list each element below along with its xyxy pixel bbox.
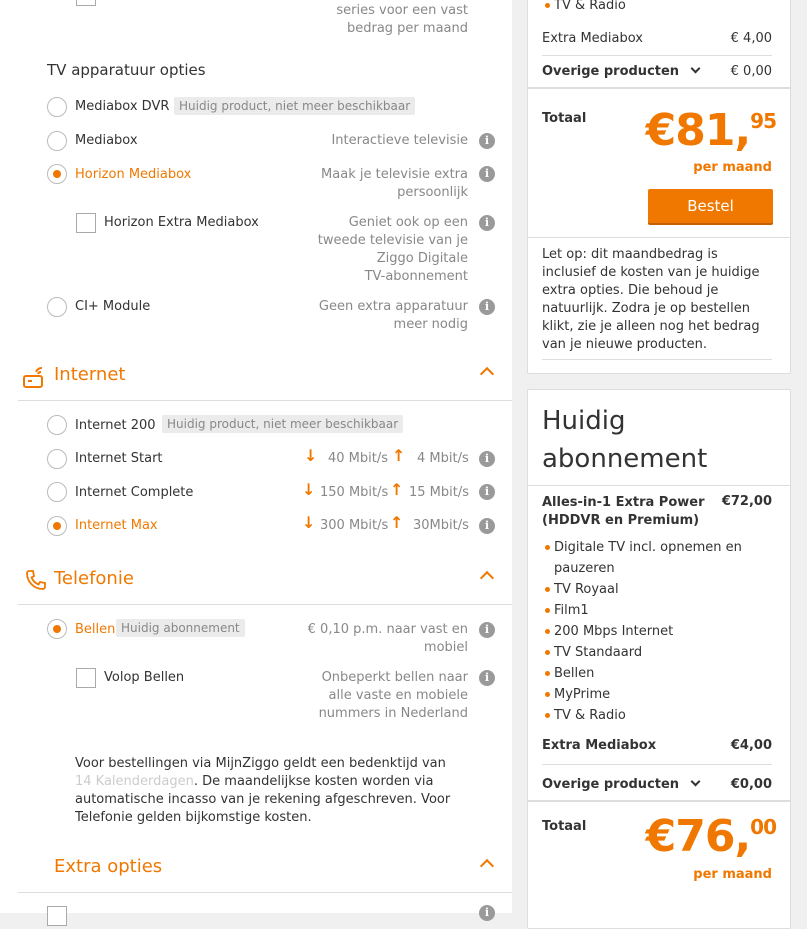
info-icon[interactable]: i bbox=[479, 451, 495, 467]
arrow-down-icon: ↓ bbox=[304, 446, 318, 465]
download-speed: 300 Mbit/s bbox=[320, 518, 389, 533]
price-cents: 95 bbox=[750, 109, 776, 133]
order-button[interactable]: Bestel bbox=[648, 189, 773, 223]
radio-internet-complete[interactable] bbox=[47, 482, 67, 502]
chevron-down-icon bbox=[690, 777, 700, 787]
chevron-down-icon bbox=[690, 64, 700, 74]
option-desc-mediabox: Interactieve televisie bbox=[331, 133, 468, 148]
order-terms-note bbox=[75, 755, 455, 827]
divider bbox=[528, 485, 790, 486]
option-label-internet-200: Internet 200 bbox=[75, 418, 156, 433]
radio-horizon-mediabox[interactable] bbox=[47, 164, 67, 184]
subscription-item: 200 Mbps Internet bbox=[542, 621, 772, 642]
divider bbox=[542, 359, 772, 360]
option-desc-ci-module bbox=[319, 298, 468, 334]
price-cents: 00 bbox=[750, 815, 776, 839]
info-icon[interactable]: i bbox=[479, 299, 495, 315]
subscription-item: Bellen bbox=[542, 663, 772, 684]
desc-line: Onbeperkt bellen naar bbox=[321, 670, 468, 685]
desc-line: bedrag per maand bbox=[346, 21, 468, 36]
info-icon[interactable]: i bbox=[479, 166, 495, 182]
desc-line: € 0,10 p.m. naar vast en bbox=[307, 622, 468, 637]
divider bbox=[18, 400, 512, 401]
overige-label: Overige producten bbox=[542, 777, 680, 792]
option-label-internet-max: Internet Max bbox=[75, 518, 158, 533]
package-name bbox=[542, 494, 705, 530]
info-icon[interactable]: i bbox=[479, 670, 495, 686]
tv-equipment-heading: TV apparatuur opties bbox=[47, 61, 206, 79]
chevron-up-icon[interactable] bbox=[480, 367, 494, 381]
option-label-horizon-extra-mediabox: Horizon Extra Mediabox bbox=[104, 215, 259, 230]
package-line: Alles-in-1 Extra Power bbox=[542, 495, 705, 510]
radio-ci-module[interactable] bbox=[47, 297, 67, 317]
desc-line: Geen extra apparatuur bbox=[318, 299, 468, 314]
tv-option-checkbox-top[interactable] bbox=[76, 0, 96, 6]
subscription-items-list bbox=[542, 537, 772, 726]
upload-speed: 15 Mbit/s bbox=[409, 485, 470, 500]
internet-section-title: Internet bbox=[54, 364, 126, 385]
radio-internet-200[interactable] bbox=[47, 415, 67, 435]
divider bbox=[542, 764, 772, 765]
package-line: (HDDVR en Premium) bbox=[542, 513, 700, 528]
option-desc-bellen bbox=[308, 621, 468, 657]
desc-line: series voor een vast bbox=[336, 3, 468, 18]
info-icon[interactable]: i bbox=[479, 905, 495, 921]
current-subscription-title bbox=[542, 402, 707, 478]
subscription-item: TV Standaard bbox=[542, 642, 772, 663]
desc-line: tweede televisie van je bbox=[317, 233, 468, 248]
option-label-mediabox: Mediabox bbox=[75, 133, 138, 148]
download-speed: 40 Mbit/s bbox=[328, 451, 389, 466]
top-option-desc bbox=[336, 2, 468, 38]
overige-label: Overige producten bbox=[542, 64, 680, 79]
subscription-item: TV & Radio bbox=[542, 705, 772, 726]
desc-line: meer nodig bbox=[393, 317, 468, 332]
radio-mediabox-dvr[interactable] bbox=[47, 97, 67, 117]
title-line: Huidig bbox=[542, 406, 626, 436]
chevron-up-icon[interactable] bbox=[480, 859, 494, 873]
total-label: Totaal bbox=[542, 819, 587, 834]
per-month-label: per maand bbox=[693, 867, 772, 882]
cart-note: Let op: dit maandbedrag is inclusief de kosten van je huidige extra opties. Die behoud je natuurlijk. Zodra je op bestellen klikt, zie je alleen nog het bedrag van je nieuwe producten. bbox=[542, 247, 760, 352]
overige-producten-toggle[interactable] bbox=[542, 777, 699, 792]
radio-bellen[interactable] bbox=[47, 619, 67, 639]
arrow-down-icon: ↓ bbox=[302, 480, 316, 499]
arrow-up-icon: ↑ bbox=[390, 513, 404, 532]
desc-line: alle vaste en mobiele bbox=[328, 688, 468, 703]
option-label-ci-module: CI+ Module bbox=[75, 299, 151, 314]
checkbox-volop-bellen[interactable] bbox=[76, 668, 96, 688]
per-month-label: per maand bbox=[693, 160, 772, 175]
divider bbox=[528, 237, 790, 238]
package-price: €72,00 bbox=[721, 494, 772, 509]
current-subscription-badge: Huidig abonnement bbox=[116, 619, 245, 637]
option-label-volop-bellen: Volop Bellen bbox=[104, 670, 185, 685]
overige-producten-toggle[interactable] bbox=[542, 64, 699, 79]
arrow-down-icon: ↓ bbox=[302, 513, 316, 532]
subscription-item: TV Royaal bbox=[542, 579, 772, 600]
internet-icon bbox=[22, 364, 48, 390]
current-product-badge: Huidig product, niet meer beschikbaar bbox=[174, 97, 415, 115]
subscription-item: Film1 bbox=[542, 600, 772, 621]
info-icon[interactable]: i bbox=[479, 622, 495, 638]
info-icon[interactable]: i bbox=[479, 215, 495, 231]
cart-item: TV & Radio bbox=[542, 0, 804, 16]
title-line: abonnement bbox=[542, 444, 708, 474]
extra-mediabox-label: Extra Mediabox bbox=[542, 738, 657, 753]
option-label-internet-start: Internet Start bbox=[75, 451, 163, 466]
desc-line: mobiel bbox=[423, 640, 468, 655]
phone-icon bbox=[24, 568, 48, 592]
current-product-badge: Huidig product, niet meer beschikbaar bbox=[162, 415, 403, 433]
option-desc-horizon-mediabox bbox=[321, 166, 468, 202]
divider bbox=[18, 604, 512, 605]
subscription-item: Digitale TV incl. opnemen en pauzeren bbox=[542, 537, 772, 579]
current-total-price bbox=[646, 811, 776, 862]
overige-price: €0,00 bbox=[730, 777, 772, 792]
arrow-up-icon: ↑ bbox=[392, 446, 406, 465]
upload-speed: 30Mbit/s bbox=[413, 518, 469, 533]
price-main: €81, bbox=[645, 105, 751, 156]
desc-line: TV-abonnement bbox=[364, 269, 468, 284]
overige-price: € 0,00 bbox=[730, 64, 772, 79]
desc-line: Geniet ook op een bbox=[348, 215, 468, 230]
option-desc-horizon-extra-mediabox bbox=[318, 214, 468, 286]
divider bbox=[528, 87, 790, 89]
checkbox-horizon-extra-mediabox[interactable] bbox=[76, 213, 96, 233]
arrow-up-icon: ↑ bbox=[390, 480, 404, 499]
option-label-mediabox-dvr: Mediabox DVR bbox=[75, 99, 170, 114]
price-main: €76, bbox=[645, 811, 751, 862]
extra-mediabox-label: Extra Mediabox bbox=[542, 31, 643, 46]
note-text: Voor bestellingen via MijnZiggo geldt een bedenktijd van bbox=[75, 756, 446, 771]
divider bbox=[18, 892, 512, 893]
option-label-horizon-mediabox: Horizon Mediabox bbox=[75, 167, 192, 182]
note-text: . De maandelijkse kosten worden via automatische incasso van je rekening afgeschreven. Voor Telefonie gelden bijkomstige kosten. bbox=[75, 774, 451, 825]
radio-internet-start[interactable] bbox=[47, 449, 67, 469]
info-icon[interactable]: i bbox=[479, 484, 495, 500]
extra-options-section-title: Extra opties bbox=[54, 856, 163, 877]
bedenktijd-link[interactable]: 14 Kalenderdagen bbox=[75, 774, 194, 789]
info-icon[interactable]: i bbox=[479, 518, 495, 534]
desc-line: Ziggo Digitale bbox=[376, 251, 468, 266]
chevron-up-icon[interactable] bbox=[480, 571, 494, 585]
option-label-internet-complete: Internet Complete bbox=[75, 485, 194, 500]
upload-speed: 4 Mbit/s bbox=[417, 451, 469, 466]
desc-line: nummers in Nederland bbox=[318, 706, 468, 721]
extra-mediabox-price: € 4,00 bbox=[730, 31, 772, 46]
download-speed: 150 Mbit/s bbox=[320, 485, 389, 500]
cart-summary-card bbox=[527, 0, 791, 374]
desc-line: Maak je televisie extra bbox=[321, 167, 468, 182]
option-desc-volop-bellen bbox=[319, 669, 468, 723]
radio-internet-max[interactable] bbox=[47, 516, 67, 536]
current-subscription-card bbox=[527, 389, 791, 929]
desc-line: persoonlijk bbox=[397, 185, 468, 200]
info-icon[interactable]: i bbox=[479, 133, 495, 149]
divider bbox=[528, 800, 790, 802]
extra-mediabox-price: €4,00 bbox=[730, 738, 772, 753]
total-label: Totaal bbox=[542, 111, 587, 126]
telefonie-section-title: Telefonie bbox=[54, 568, 134, 589]
extra-option-checkbox[interactable] bbox=[47, 906, 67, 926]
option-label-bellen: Bellen bbox=[75, 622, 116, 637]
subscription-item: MyPrime bbox=[542, 684, 772, 705]
radio-mediabox[interactable] bbox=[47, 131, 67, 151]
divider bbox=[542, 55, 772, 56]
total-price bbox=[646, 105, 776, 156]
